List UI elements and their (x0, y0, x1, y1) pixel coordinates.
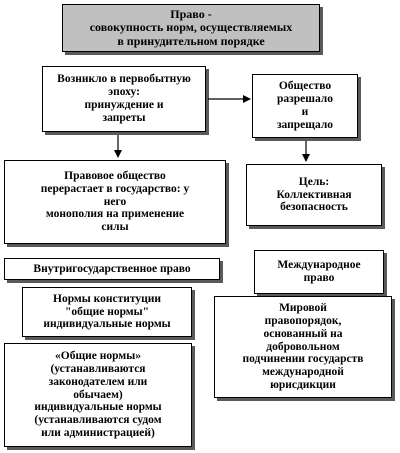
norms-detail-line-1: «Общие нормы» (55, 349, 141, 362)
origin-line-3: принуждение и (84, 99, 164, 111)
law-society-line-3: него (103, 195, 127, 208)
world-order-line-6: международной (262, 366, 344, 379)
goal-line-2: Коллективная (276, 188, 352, 201)
world-order-line-7: юрисдикции (270, 379, 336, 392)
norms-detail-line-4: обычаем) (73, 388, 123, 401)
origin-line-2: эпоху: (108, 86, 140, 99)
society-rules-line-1: Общество (278, 80, 332, 93)
origin-line-4: запреты (102, 111, 146, 124)
constitution-norms-line-2: "общие нормы" (65, 305, 149, 318)
society-rules-line-2: разрешало (276, 93, 334, 106)
constitution-norms-line-3: индивидуальные нормы (43, 318, 171, 331)
title-line-1: Право - (170, 6, 212, 21)
norms-detail-line-6: (устанавливаются судом (34, 414, 162, 427)
title-line-3: в принудительном порядке (117, 33, 265, 48)
goal-line-3: безопасность (280, 201, 348, 214)
world-order-line-2: правопорядок, (264, 314, 342, 327)
title-line-2: совокупность норм, осуществляемых (89, 20, 293, 35)
law-society-line-4: монополия на применение (45, 208, 185, 221)
origin-line-1: Возникло в первобытную (57, 73, 191, 86)
domestic-law-label: Внутригосударственное право (33, 262, 191, 275)
norms-detail-line-7: или администрацией) (41, 427, 155, 440)
constitution-norms-line-1: Нормы конституции (53, 292, 161, 305)
law-society-line-2: перерастает в государство: у (40, 182, 190, 195)
world-order-line-4: добровольном (266, 340, 340, 353)
law-society-line-5: силы (101, 221, 129, 234)
society-rules-line-4: запрещало (276, 118, 334, 131)
world-order-line-1: Мировой (279, 301, 327, 314)
norms-detail-line-3: законодателем или (48, 375, 148, 388)
international-law-line-1: Международное (277, 259, 361, 272)
society-rules-line-3: и (301, 106, 309, 118)
goal-line-1: Цель: (298, 175, 330, 188)
world-order-line-3: основанный на (263, 327, 343, 340)
international-law-line-2: право (303, 272, 335, 284)
law-society-line-1: Правовое общество (64, 169, 166, 182)
world-order-line-5: подчинении государств (242, 353, 364, 366)
norms-detail-line-2: (устанавливаются (50, 362, 146, 375)
norms-detail-line-5: индивидуальные нормы (34, 401, 162, 414)
